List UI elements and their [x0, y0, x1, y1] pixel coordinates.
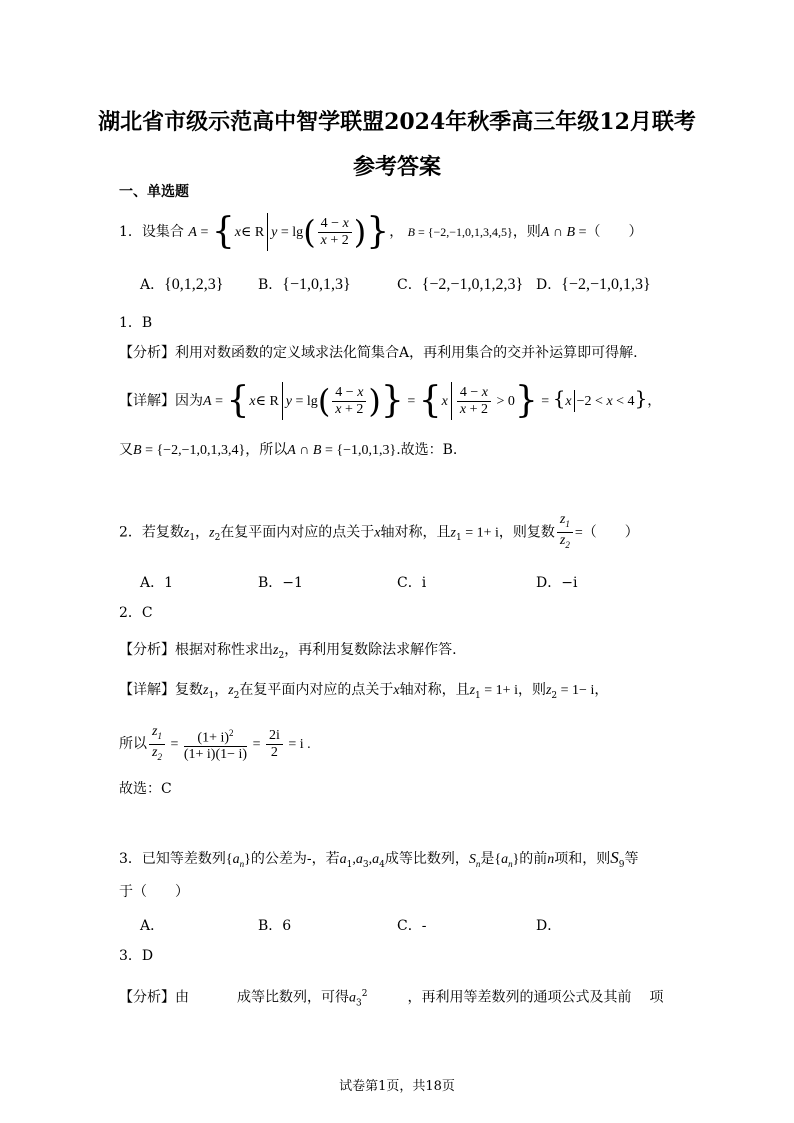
- q1-detail: 【详解】因为A = {x∈ R y = lg( $\frac{4 - x}{x + 2}$ )} = {x $\frac{4 - x}{x + 2}$ > 0} = {x −2 < x < 4}，: [119, 380, 662, 421]
- q1-stem-suffix: ，则: [512, 224, 541, 240]
- q2-so: 所以 $\frac{z_1}{z_2}$ = $\frac{(1+ i)^2}{(1+ i)(1- i)}$ = $\frac{2i}{2}$ = i .: [119, 723, 311, 763]
- q2-option-c: C．i: [397, 575, 427, 591]
- q3-analysis: 【分析】由 成等比数列，可得$a_3^2$ ，再利用等差数列的通项公式及其前 项: [119, 989, 664, 1009]
- page-footer: 试卷第1页，共18页: [339, 1079, 455, 1094]
- q1-option-b: B．{−1,0,1,3}: [258, 276, 351, 293]
- q2-detail: 【详解】复数$z_1$，$z_2$在复平面内对应的点关于x轴对称，且$z_1 = 1+ i$，则$z_2 = 1- i$，: [119, 682, 609, 701]
- q3-option-b: B．6: [258, 918, 292, 934]
- question-2-stem: 2．若复数$z_1$，$z_2$在复平面内对应的点关于x轴对称，且$z_1 = 1+ i$，则复数 $\frac{z_1}{z_2}$ =（ ）: [119, 512, 639, 550]
- q2-option-a: A．1: [140, 575, 174, 591]
- q2-answer: 2．C: [119, 605, 153, 621]
- q3-option-c: C．-: [397, 918, 427, 934]
- q3-answer: 3．D: [119, 948, 154, 964]
- q1-answer: 1．B: [119, 315, 153, 331]
- q1-option-d: D．{−2,−1,0,1,3}: [536, 276, 651, 293]
- q1-analysis: 【分析】利用对数函数的定义域求法化简集合A，再利用集合的交并补运算即可得解.: [119, 345, 638, 361]
- q1-stem-prefix: 1．设集合: [119, 224, 184, 240]
- q3-option-d: D．: [536, 918, 562, 934]
- q2-option-d: D．−i: [536, 575, 578, 591]
- q1-option-c: C．{−2,−1,0,1,2,3}: [397, 276, 524, 293]
- section-heading: 一、单选题: [119, 184, 189, 200]
- q1-stem-end: （ ）: [586, 224, 643, 240]
- q1-detail-2: 又B = {−2,−1,0,1,3,4}，所以A ∩ B = {−1,0,1,3}.故选：B.: [119, 442, 458, 458]
- q2-analysis: 【分析】根据对称性求出$z_2$，再利用复数除法求解作答.: [119, 642, 457, 661]
- document-title: 湖北省市级示范高中智学联盟2024年秋季高三年级12月联考: [98, 109, 696, 135]
- q1-option-a: A．{0,1,2,3}: [140, 276, 224, 293]
- q3-option-a: A．: [140, 918, 165, 934]
- q2-option-b: B．−1: [258, 575, 303, 591]
- q1-stem-mid: ，: [389, 224, 404, 240]
- document-subtitle: 参考答案: [352, 154, 441, 180]
- q2-conclusion: 故选：C: [119, 781, 172, 797]
- question-1-stem: 1．设集合 A = {x∈ R y = lg( $\frac{4 - x}{x + 2}$ )}， B = {−2,−1,0,1,3,4,5}，则A ∩ B =（ ）: [119, 211, 643, 252]
- q3-stem-line2: 于（ ）: [119, 884, 189, 900]
- question-3-stem: 3．已知等差数列$\{a_n\}$的公差为-，若$a_1,a_3,a_4$成等比数列，$S_n$是$\{a_n\}$的前n项和，则$S_9$等: [119, 848, 639, 870]
